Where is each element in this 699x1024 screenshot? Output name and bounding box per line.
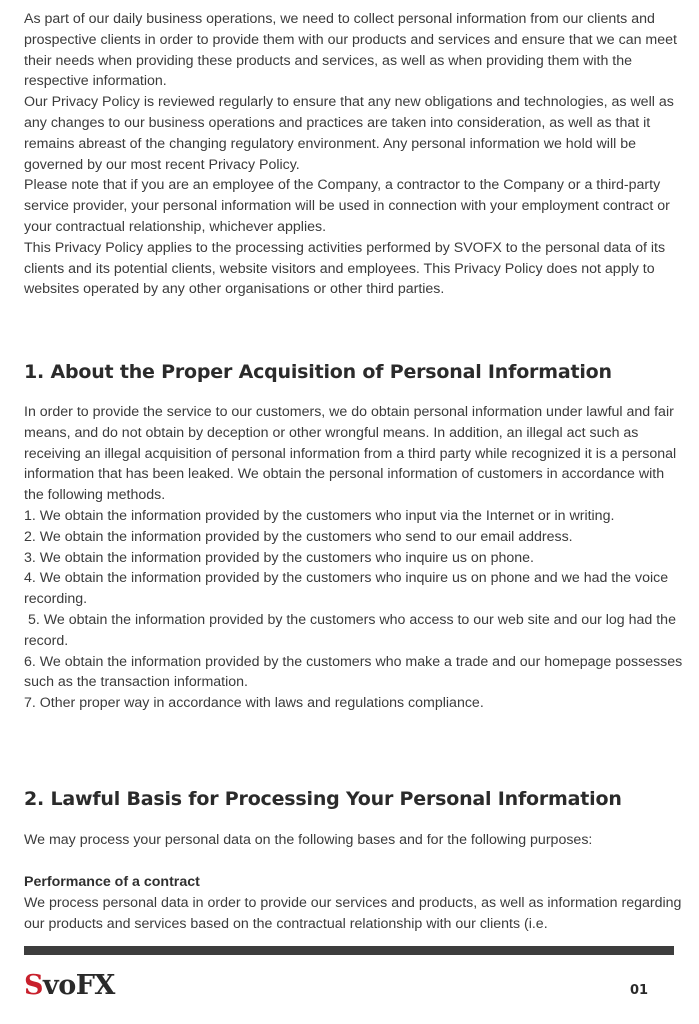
section-2-lead: We may process your personal data on the following bases and for the following purposes: [24,832,593,848]
svofx-logo [24,970,115,1001]
list-item: 6. We obtain the information provided by the customers who make a trade and our homepage possesses such as the transaction information. [24,653,683,691]
logo-letter-s: S [24,970,43,1001]
section-1-paragraph: In order to provide the service to our customers, we do obtain personal information under lawful and fair means, and do not obtain by deception or other wrongful means. In addition, an illegal act such as receiving an illegal acquisition of personal information from a third party while recognized it is a personal information that has been leaked. We obtain the personal information of customers in accordance with the following methods. [24,404,677,504]
logo-wordmark: voFX [43,970,115,1001]
footer-divider [24,946,674,955]
list-item: 4. We obtain the information provided by the customers who inquire us on phone and we had the voice recording. [24,570,669,608]
subsection-text: We process personal data in order to provide our services and products, as well as information regarding our products and services based on the contractual relationship with our clients (i.e. [24,894,682,932]
list-item: 5. We obtain the information provided by the customers who access to our web site and our log had the record. [24,611,680,649]
list-item: 1. We obtain the information provided by the customers who input via the Internet or in writing. [24,507,615,524]
section-2-heading: 2. Lawful Basis for Processing Your Personal Information [24,788,622,810]
list-item: 7. Other proper way in accordance with laws and regulations compliance. [24,695,484,712]
intro-paragraph: As part of our daily business operations, we need to collect personal information from our clients and prospective clients in order to provide them with our products and services and ensure that we can meet their needs when providing these products and services, as well as when providing them with the respective information. [24,11,677,90]
subsection-heading: Performance of a contract [24,874,200,890]
list-item: 2. We obtain the information provided by the customers who send to our email address. [24,528,573,545]
list-item: 3. We obtain the information provided by the customers who inquire us on phone. [24,549,535,566]
section-1-body [24,402,684,714]
intro-section [24,9,684,300]
page-number: 01 [630,983,649,998]
section-2-subsection [24,872,684,934]
intro-paragraph: Please note that if you are an employee of the Company, a contractor to the Company or a third-party service provider, your personal information will be used in connection with your employment contract or your contractual relationship, whichever applies. [24,177,670,235]
section-1-heading: 1. About the Proper Acquisition of Personal Information [24,361,612,383]
intro-paragraph: This Privacy Policy applies to the processing activities performed by SVOFX to the personal data of its clients and its potential clients, website visitors and employees. This Privacy Policy does not apply to websites operated by any other organisations or other third parties. [24,239,666,298]
intro-paragraph: Our Privacy Policy is reviewed regularly to ensure that any new obligations and technologies, as well as any changes to our business operations and practices are taken into consideration, as well as that it remains abreast of the changing regulatory environment. Any personal information we hold will be governed by our most recent Privacy Policy. [24,94,674,173]
